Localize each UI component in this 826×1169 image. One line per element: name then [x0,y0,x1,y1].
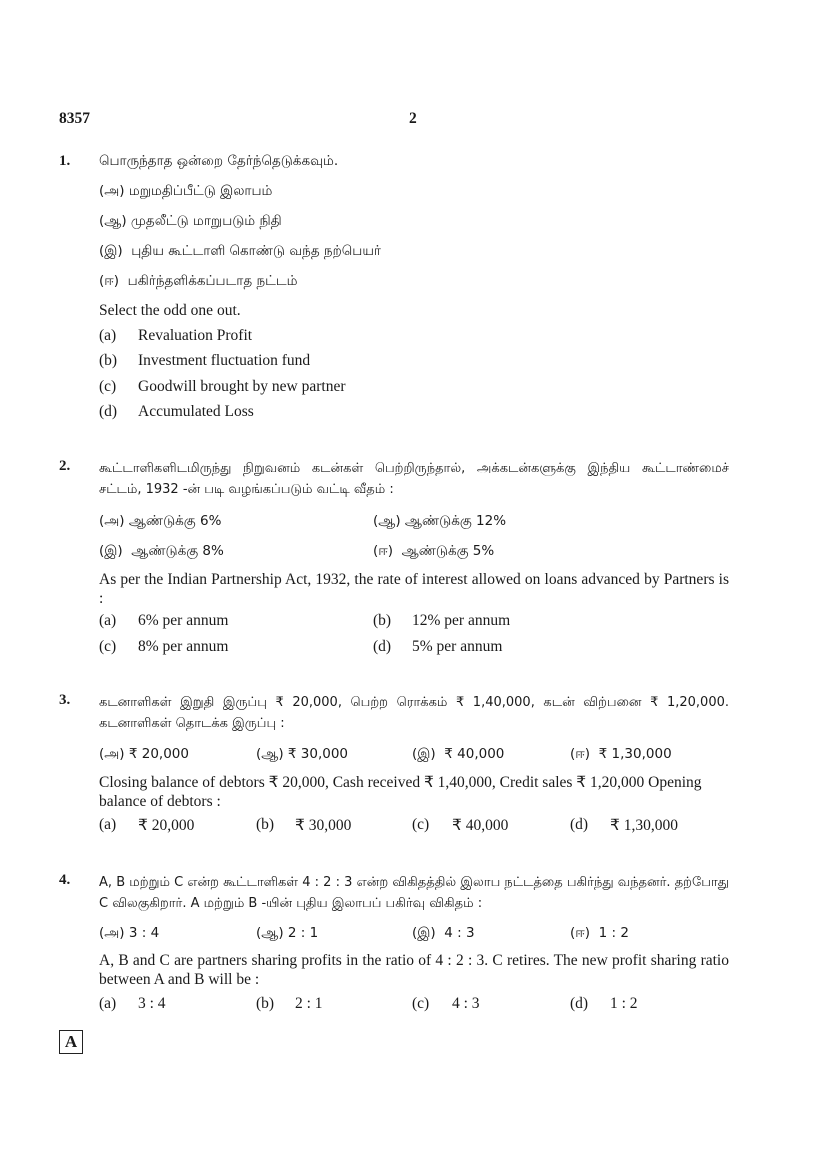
option-text: Accumulated Loss [138,403,254,420]
question-stem-tamil: கடனாளிகள் இறுதி இருப்பு ₹ 20,000, பெற்ற ரொக்கம் ₹ 1,40,000, கடன் விற்பனை ₹ 1,20,000. கடனாளிகள் தொடக்க இருப்பு : [99,695,729,731]
question-stem-tamil: பொருந்தாத ஒன்றை தேர்ந்தெடுக்கவும். [99,153,339,169]
option-label: (b) [256,816,275,833]
option-tamil: (இ) ஆண்டுக்கு 8% [99,543,224,559]
question-stem-tamil: கூட்டாளிகளிடமிருந்து நிறுவனம் கடன்கள் பெற்றிருந்தால், அக்கடன்களுக்கு இந்திய கூட்டாண்மைச் சட்டம், 1932 -ன் படி வழங்கப்படும் வட்டி வீதம் : [99,461,729,497]
option-label: (b) [373,612,392,629]
option-text: 4 : 3 [452,995,480,1012]
option-label: (d) [570,995,589,1012]
option-text: Revaluation Profit [138,327,253,344]
option-tamil: (இ) 4 : 3 [412,925,475,941]
question-number: 4. [59,872,71,888]
option-text: ₹ 1,30,000 [610,817,678,834]
question-stem-tamil: A, B மற்றும் C என்ற கூட்டாளிகள் 4 : 2 : 3 என்ற விகிதத்தில் இலாப நட்டத்தை பகிர்ந்து வந்தனர். தற்போது C விலகுகிறார். A மற்றும் B -யின் புதிய இலாபப் பகிர்வு விகிதம் : [99,875,729,911]
option-text: ₹ 40,000 [452,817,509,834]
option-tamil: (அ) மறுமதிப்பீட்டு இலாபம் [99,183,273,199]
question-stem-english: As per the Indian Partnership Act, 1932, the rate of interest allowed on loans advanced by Partners is : [99,571,729,607]
option-tamil: (ஆ) ஆண்டுக்கு 12% [373,513,507,529]
option-text: 12% per annum [412,612,511,629]
option-tamil: (ஈ) ஆண்டுக்கு 5% [373,543,495,559]
question-stem-english: Select the odd one out. [99,302,241,319]
option-text: Investment fluctuation fund [138,352,311,369]
question-stem-english: Closing balance of debtors ₹ 20,000, Cash received ₹ 1,40,000, Credit sales ₹ 1,20,000 Opening balance of debtors : [99,774,702,810]
option-tamil: (இ) புதிய கூட்டாளி கொண்டு வந்த நற்பெயர் [99,243,381,259]
option-label: (c) [99,638,117,655]
option-text: 1 : 2 [610,995,638,1012]
option-label: (a) [99,327,117,344]
question-number: 3. [59,692,71,708]
option-label: (a) [99,816,117,833]
option-text: 8% per annum [138,638,229,655]
option-tamil: (ஈ) பகிர்ந்தளிக்கப்படாத நட்டம் [99,273,298,289]
option-label: (b) [99,352,118,369]
option-tamil: (ஈ) ₹ 1,30,000 [570,746,672,762]
option-text: ₹ 20,000 [138,817,195,834]
option-text: ₹ 30,000 [295,817,352,834]
option-text: 5% per annum [412,638,503,655]
option-label: (c) [412,816,430,833]
question-number: 2. [59,458,71,474]
option-text: 6% per annum [138,612,229,629]
option-tamil: (ஆ) 2 : 1 [256,925,319,941]
option-tamil: (அ) ₹ 20,000 [99,746,189,762]
option-tamil: (ஈ) 1 : 2 [570,925,629,941]
option-label: (a) [99,995,117,1012]
option-text: Goodwill brought by new partner [138,378,346,395]
option-label: (c) [99,378,117,395]
option-tamil: (அ) 3 : 4 [99,925,160,941]
option-label: (d) [570,816,589,833]
version-box: A [59,1030,83,1054]
option-text: 3 : 4 [138,995,166,1012]
question-number: 1. [59,153,71,169]
option-tamil: (அ) ஆண்டுக்கு 6% [99,513,222,529]
option-label: (c) [412,995,430,1012]
option-label: (d) [99,403,118,420]
option-text: 2 : 1 [295,995,323,1012]
option-tamil: (இ) ₹ 40,000 [412,746,505,762]
option-tamil: (ஆ) முதலீட்டு மாறுபடும் நிதி [99,213,282,229]
option-tamil: (ஆ) ₹ 30,000 [256,746,349,762]
question-stem-english: A, B and C are partners sharing profits in the ratio of 4 : 2 : 3. C retires. The new profit sharing ratio between A and B will be : [99,952,729,988]
option-label: (a) [99,612,117,629]
paper-code: 8357 [59,110,90,127]
option-label: (b) [256,995,275,1012]
page-number: 2 [409,110,417,127]
option-label: (d) [373,638,392,655]
